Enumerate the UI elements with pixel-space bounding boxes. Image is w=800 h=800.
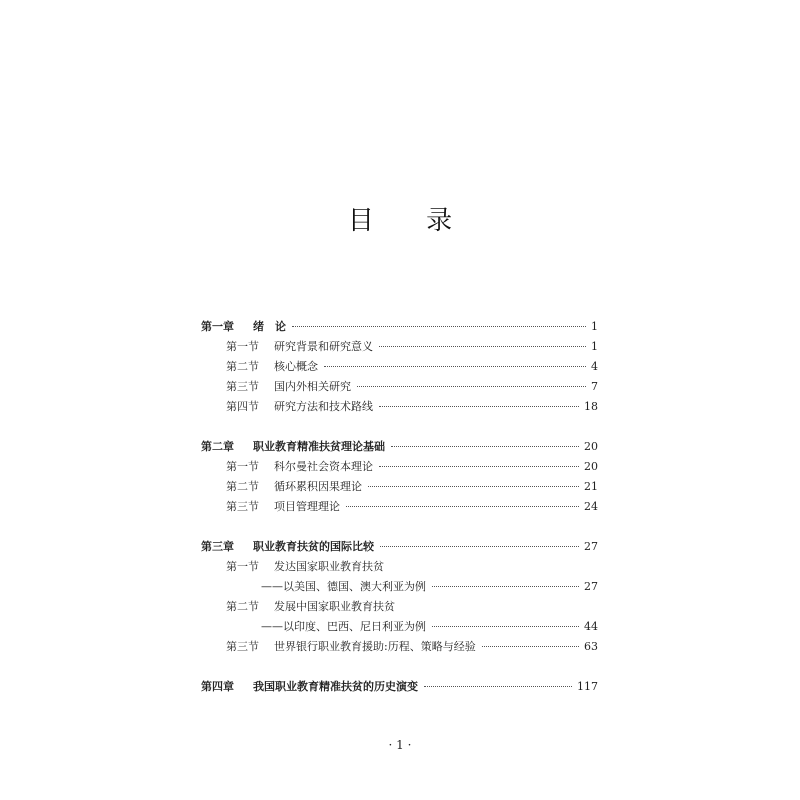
page-number: 18 [584,400,598,413]
section-title: 核心概念 [274,360,318,373]
toc-subtitle [201,617,598,637]
chapter-title: 我国职业教育精准扶贫的历史演变 [253,680,418,693]
dot-leader [391,445,579,447]
toc-section [201,337,598,357]
page-number: 27 [584,540,598,553]
dot-leader [380,545,579,547]
table-of-contents [201,317,598,697]
page-number: 20 [584,440,598,453]
page-number: 44 [584,620,598,633]
page-footer-number: · 1 · [388,738,412,752]
page-number: 27 [584,580,598,593]
dot-leader [346,505,579,507]
toc-chapter-4 [201,677,598,697]
toc-section [201,597,598,617]
chapter-number: 第一章 [201,320,234,333]
chapter-number: 第四章 [201,680,234,693]
section-subtitle: ——以印度、巴西、尼日利亚为例 [261,620,426,633]
chapter-title: 绪 论 [253,320,286,333]
dot-leader [379,405,579,407]
dot-leader [424,685,572,687]
dot-leader [324,365,586,367]
chapter-title: 职业教育扶贫的国际比较 [253,540,374,553]
section-title: 研究背景和研究意义 [274,340,373,353]
section-title: 科尔曼社会资本理论 [274,460,373,473]
dot-leader [292,325,586,327]
chapter-number: 第三章 [201,540,234,553]
section-title: 项目管理理论 [274,500,340,513]
toc-section [201,357,598,377]
dot-leader [379,465,579,467]
page-number: 63 [584,640,598,653]
toc-section [201,457,598,477]
page-number: 20 [584,460,598,473]
dot-leader [379,345,586,347]
section-number: 第一节 [226,560,259,573]
toc-section [201,637,598,657]
toc-section [201,377,598,397]
section-title: 世界银行职业教育援助:历程、策略与经验 [274,640,476,653]
toc-chapter-2 [201,437,598,457]
section-title: 发达国家职业教育扶贫 [274,560,384,573]
page-number: 1 [591,340,598,353]
dot-leader [368,485,579,487]
section-number: 第二节 [226,360,259,373]
page-number: 1 [591,320,598,333]
chapter-number: 第二章 [201,440,234,453]
chapter-title: 职业教育精准扶贫理论基础 [253,440,385,453]
toc-chapter-3 [201,537,598,557]
toc-section [201,397,598,417]
toc-subtitle [201,577,598,597]
page-number: 7 [591,380,598,393]
page-number: 24 [584,500,598,513]
section-title: 国内外相关研究 [274,380,351,393]
page-number: 21 [584,480,598,493]
dot-leader [432,585,579,587]
toc-chapter-1 [201,317,598,337]
section-title: 发展中国家职业教育扶贫 [274,600,395,613]
page-title: 目 录 [347,206,475,236]
section-subtitle: ——以美国、德国、澳大利亚为例 [261,580,426,593]
section-title: 循环累积因果理论 [274,480,362,493]
toc-section [201,477,598,497]
section-number: 第一节 [226,460,259,473]
toc-section [201,557,598,577]
dot-leader [357,385,586,387]
section-number: 第二节 [226,480,259,493]
section-title: 研究方法和技术路线 [274,400,373,413]
section-number: 第三节 [226,500,259,513]
page-number: 4 [591,360,598,373]
dot-leader [482,645,579,647]
toc-section [201,497,598,517]
section-number: 第二节 [226,600,259,613]
dot-leader [432,625,579,627]
section-number: 第四节 [226,400,259,413]
section-number: 第三节 [226,380,259,393]
page-number: 117 [577,680,598,693]
section-number: 第三节 [226,640,259,653]
section-number: 第一节 [226,340,259,353]
